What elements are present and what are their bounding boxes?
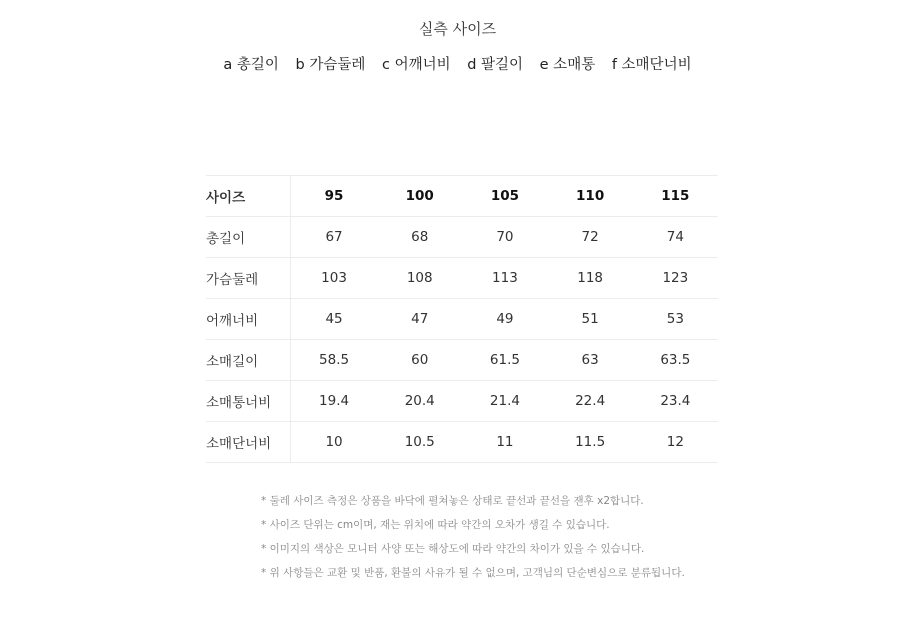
table-cell: 47 bbox=[377, 299, 462, 340]
table-cell: 67 bbox=[291, 217, 378, 258]
table-cell: 49 bbox=[462, 299, 547, 340]
row-label: 소매통너비 bbox=[206, 381, 291, 422]
measurement-legend bbox=[0, 53, 915, 74]
table-cell: 10 bbox=[291, 422, 378, 463]
table-cell: 10.5 bbox=[377, 422, 462, 463]
table-cell: 53 bbox=[633, 299, 718, 340]
table-cell: 113 bbox=[462, 258, 547, 299]
table-cell: 19.4 bbox=[291, 381, 378, 422]
table-cell: 123 bbox=[633, 258, 718, 299]
legend-item-a: a 총길이 bbox=[223, 57, 279, 73]
row-label: 가슴둘레 bbox=[206, 258, 291, 299]
table-cell: 12 bbox=[633, 422, 718, 463]
table-cell: 21.4 bbox=[462, 381, 547, 422]
table-cell: 23.4 bbox=[633, 381, 718, 422]
size-header: 115 bbox=[633, 176, 718, 217]
table-header-row bbox=[206, 176, 718, 217]
table-row bbox=[206, 299, 718, 340]
table-cell: 11.5 bbox=[548, 422, 633, 463]
legend-item-c: c 어깨너비 bbox=[381, 57, 451, 73]
row-label: 총길이 bbox=[206, 217, 291, 258]
table-cell: 60 bbox=[377, 340, 462, 381]
size-header: 105 bbox=[462, 176, 547, 217]
note-item: * 위 사항들은 교환 및 반품, 환불의 사유가 될 수 없으며, 고객님의 단순변심으로 분류됩니다. bbox=[261, 567, 685, 579]
table-cell: 63.5 bbox=[633, 340, 718, 381]
table-row bbox=[206, 422, 718, 463]
size-notes bbox=[261, 489, 685, 585]
note-item: * 사이즈 단위는 cm이며, 재는 위치에 따라 약간의 오차가 생길 수 있습니다. bbox=[261, 519, 610, 531]
legend-item-d: d 팔길이 bbox=[467, 57, 524, 73]
table-cell: 108 bbox=[377, 258, 462, 299]
table-cell: 61.5 bbox=[462, 340, 547, 381]
table-cell: 22.4 bbox=[548, 381, 633, 422]
table-cell: 51 bbox=[548, 299, 633, 340]
legend-item-e: e 소매통 bbox=[539, 57, 596, 73]
header-label: 사이즈 bbox=[206, 176, 291, 217]
table-cell: 63 bbox=[548, 340, 633, 381]
table-cell: 20.4 bbox=[377, 381, 462, 422]
table-cell: 68 bbox=[377, 217, 462, 258]
row-label: 어깨너비 bbox=[206, 299, 291, 340]
table-row bbox=[206, 381, 718, 422]
table-cell: 11 bbox=[462, 422, 547, 463]
row-label: 소매단너비 bbox=[206, 422, 291, 463]
table-row bbox=[206, 217, 718, 258]
table-cell: 74 bbox=[633, 217, 718, 258]
size-header: 110 bbox=[548, 176, 633, 217]
page-title: 실측 사이즈 bbox=[418, 20, 497, 38]
table-row bbox=[206, 258, 718, 299]
table-row bbox=[206, 340, 718, 381]
note-item: * 둘레 사이즈 측정은 상품을 바닥에 펼쳐놓은 상태로 끝선과 끝선을 잰후 x2합니다. bbox=[261, 495, 644, 507]
table-cell: 58.5 bbox=[291, 340, 378, 381]
legend-item-f: f 소매단너비 bbox=[611, 57, 692, 73]
table-cell: 103 bbox=[291, 258, 378, 299]
table-cell: 118 bbox=[548, 258, 633, 299]
table-cell: 70 bbox=[462, 217, 547, 258]
size-header: 100 bbox=[377, 176, 462, 217]
row-label: 소매길이 bbox=[206, 340, 291, 381]
table-cell: 45 bbox=[291, 299, 378, 340]
note-item: * 이미지의 색상은 모니터 사양 또는 해상도에 따라 약간의 차이가 있을 수 있습니다. bbox=[261, 543, 645, 555]
size-header: 95 bbox=[291, 176, 378, 217]
legend-item-b: b 가슴둘레 bbox=[295, 57, 366, 73]
table-cell: 72 bbox=[548, 217, 633, 258]
size-table bbox=[206, 175, 718, 463]
